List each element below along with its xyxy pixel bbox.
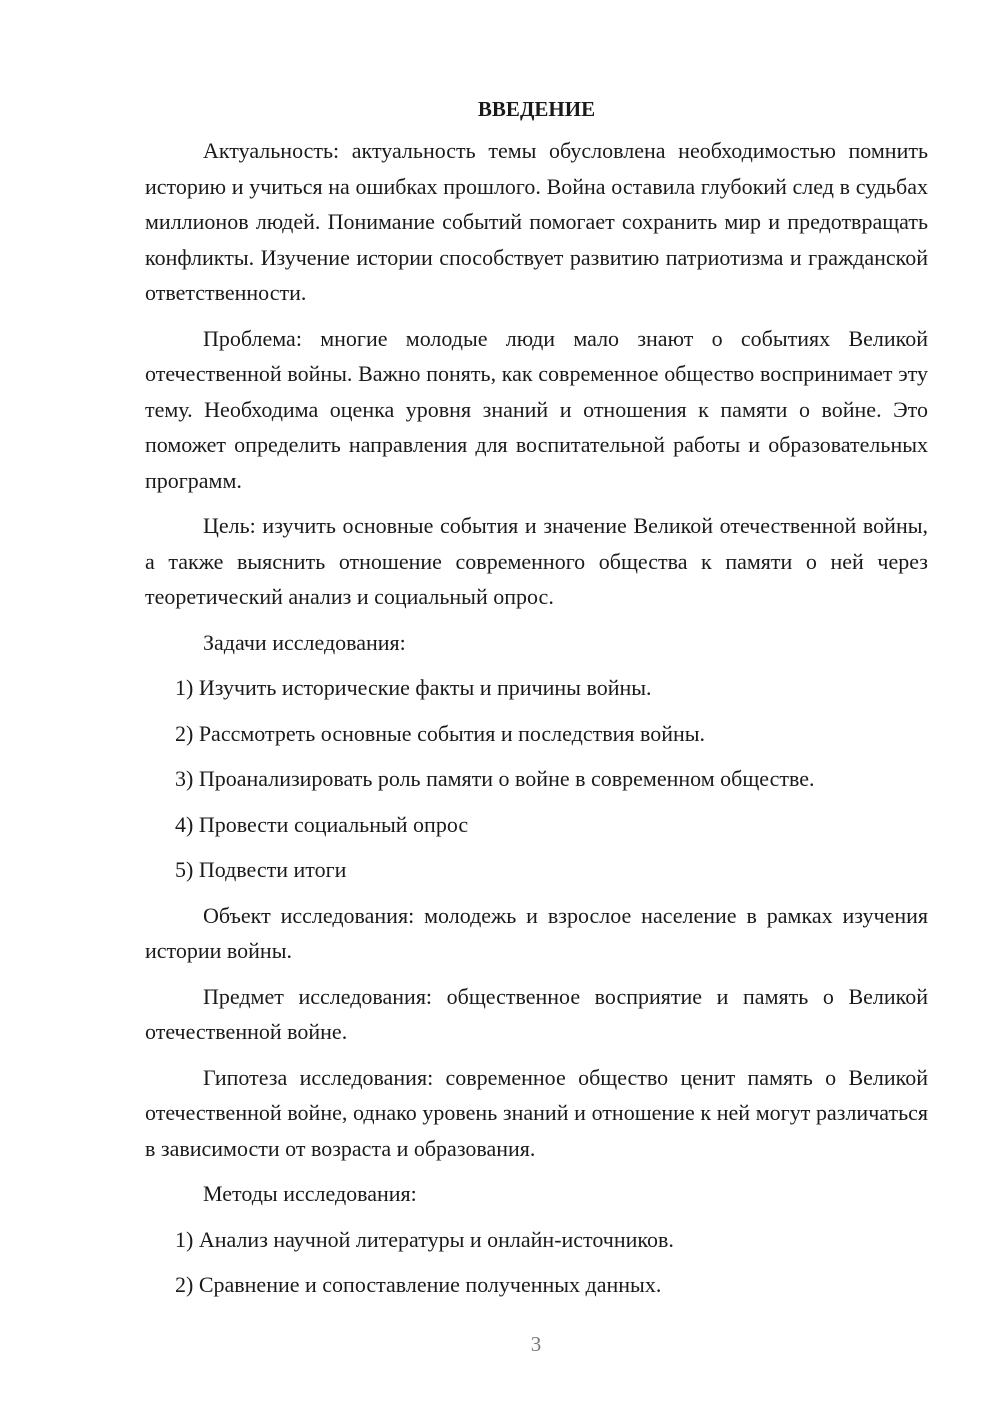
hypothesis-paragraph: Гипотеза исследования: современное общество ценит память о Великой отечественной войне, однако уровень знаний и отношение к ней могут различаться в зависимости от возраста и образования. [145, 1064, 928, 1161]
relevance-paragraph: Актуальность: актуальность темы обусловлена необходимостью помнить историю и учиться на ошибках прошлого. Война оставила глубокий след в судьбах миллионов людей. Понимание событий помогает сохранить мир и предотвращать конфликты. Изучение истории способствует развитию патриотизма и гражданской ответственности. [145, 138, 928, 305]
problem-paragraph: Проблема: многие молодые люди мало знают о событиях Великой отечественной войны. Важно понять, как современное общество воспринимает эту тему. Необходима оценка уровня знаний и отношения к памяти о войне. Это поможет определить направления для воспитательной работы и образовательных программ. [145, 325, 928, 493]
subject-paragraph: Предмет исследования: общественное восприятие и память о Великой отечественной войне. [145, 983, 928, 1044]
method-item: 2) Сравнение и сопоставление полученных данных. [175, 1272, 662, 1297]
task-item: 1) Изучить исторические факты и причины войны. [175, 675, 652, 700]
document-page [145, 92, 928, 1313]
method-item: 1) Анализ научной литературы и онлайн-источников. [175, 1226, 674, 1252]
methods-heading: Методы исследования: [203, 1181, 417, 1206]
section-title: ВВЕДЕНИЕ [477, 97, 596, 121]
tasks-heading: Задачи исследования: [203, 629, 406, 655]
object-paragraph: Объект исследования: молодежь и взрослое население в рамках изучения истории войны. [145, 902, 928, 963]
task-item: 2) Рассмотреть основные события и последствия войны. [175, 720, 706, 746]
goal-paragraph: Цель: изучить основные события и значение Великой отечественной войны, а также выяснить отношение современного общества к памяти о ней через теоретический анализ и социальный опрос. [145, 513, 928, 609]
task-item: 3) Проанализировать роль памяти о войне в современном обществе. [175, 766, 815, 791]
task-item: 4) Провести социальный опрос [175, 811, 469, 837]
task-item: 5) Подвести итоги [175, 857, 347, 882]
page-number: 3 [530, 1332, 542, 1356]
